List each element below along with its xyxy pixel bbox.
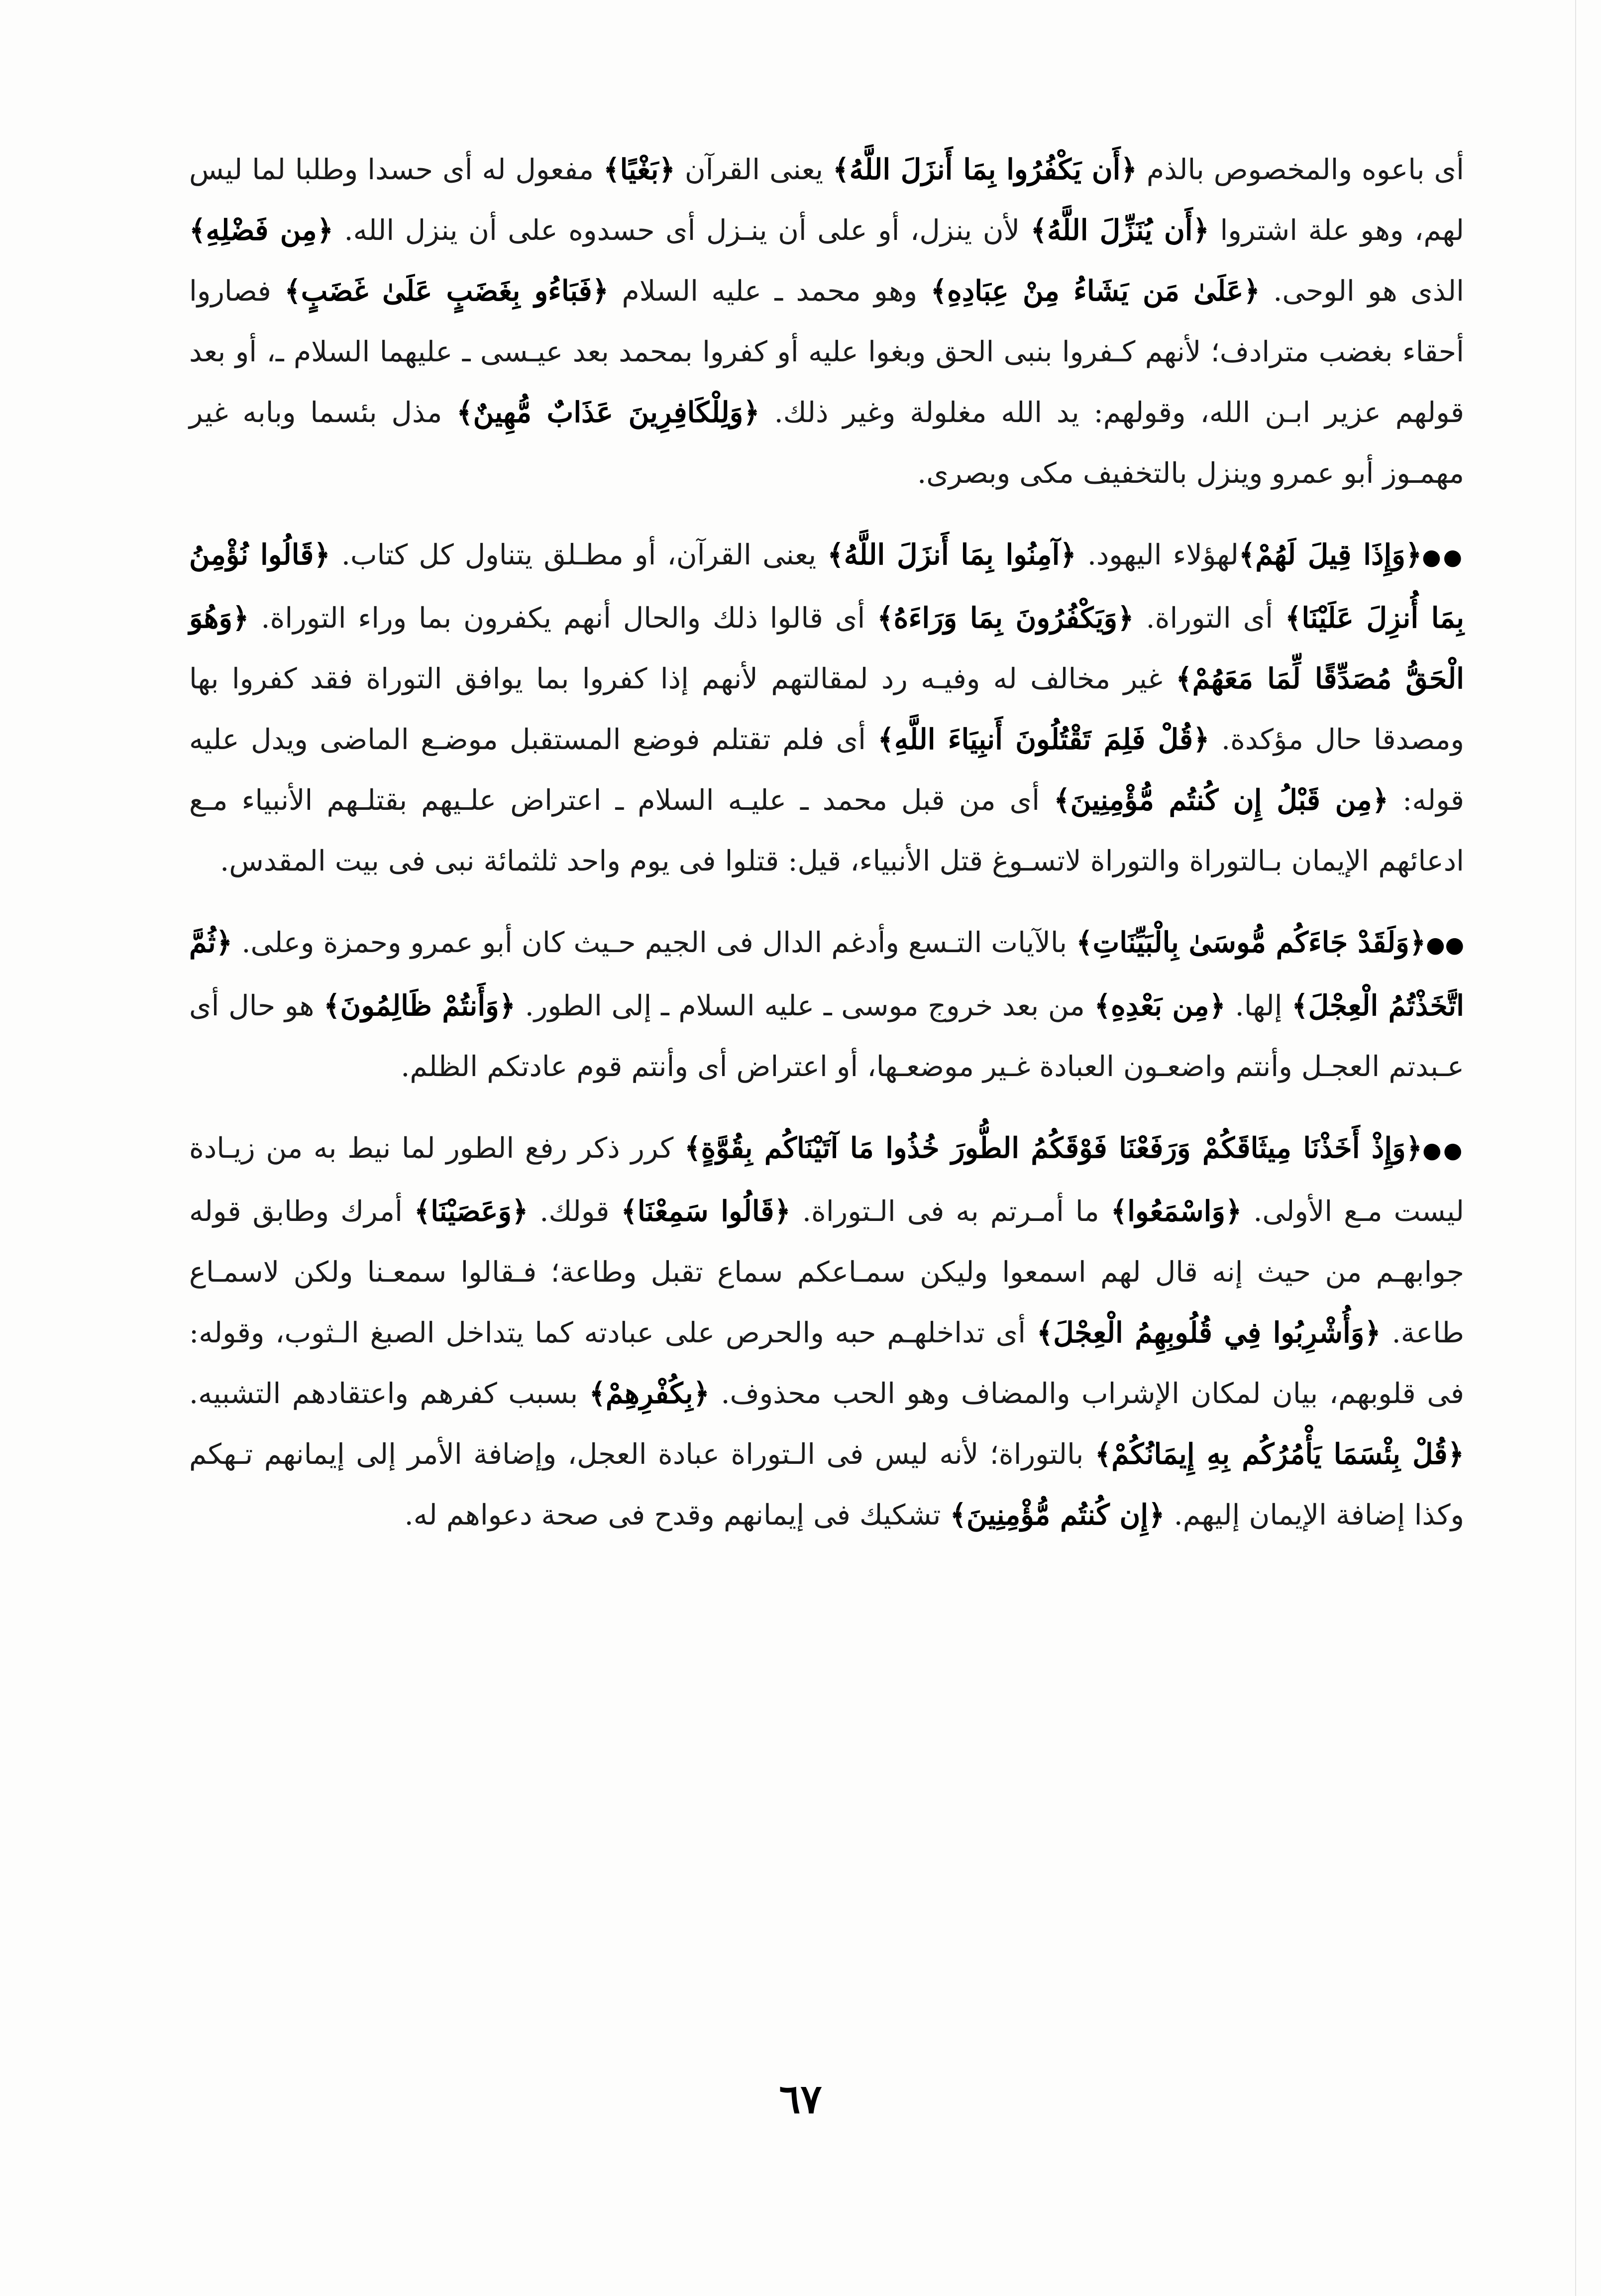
quran-quote: ﴿أَن يُنَزِّلَ اللَّهُ﴾ (1030, 214, 1210, 247)
commentary-text: يعنى القرآن (675, 153, 833, 186)
quran-quote: ﴿وَإِذَا قِيلَ لَهُمْ﴾ (1239, 538, 1422, 571)
quran-quote: ﴿إِن كُنتُم مُّؤْمِنِينَ﴾ (950, 1498, 1165, 1531)
scan-edge-line (1575, 0, 1576, 2296)
commentary-text: أى تداخلهـم حبه والحرص على عبادته كما يتداخل الصبغ الـثوب، وقوله: فى قلوبهم، بيان لمكان الإشراب والمضاف وهو الحب محذوف. (189, 1316, 1464, 1410)
quran-quote: ﴿وَأَنتُمْ ظَالِمُونَ﴾ (323, 989, 516, 1022)
commentary-text: قولك. (528, 1195, 621, 1228)
quran-quote: ﴿وَعَصَيْنَا﴾ (414, 1195, 529, 1228)
quran-quote: ﴿بِكُفْرِهِمْ﴾ (589, 1377, 710, 1410)
quran-quote: ﴿بَغْيًا﴾ (603, 153, 675, 186)
quran-quote: ﴿قُلْ فَلِمَ تَقْتُلُونَ أَنبِيَاءَ اللَّهِ﴾ (877, 723, 1210, 756)
commentary-text: هو حال أى عـبدتم العجـل وأنتم واضعـون العبادة غـير موضعـها، أو اعتراض أى وأنتم قوم عادتكم الظلم. (189, 989, 1464, 1083)
commentary-text: من بعد خروج موسى ـ عليه السلام ـ إلى الطور. (516, 989, 1094, 1022)
commentary-text: مفعول له أى حسدا وطلبا لما ليس لهم، وهو علة اشتروا (189, 153, 1464, 247)
commentary-text: لأن ينزل، أو على أن ينـزل أى حسدوه على أن ينزل الله. (333, 214, 1031, 247)
quran-quote: ﴿أَن يَكْفُرُوا بِمَا أَنزَلَ اللَّهُ﴾ (833, 153, 1137, 186)
commentary-text: لهؤلاء اليهود. (1076, 539, 1239, 571)
quran-quote: ﴿فَبَاءُو بِغَضَبٍ عَلَىٰ غَضَبٍ﴾ (284, 274, 609, 308)
paragraph-marker: ●● (1422, 545, 1464, 570)
quran-quote: ﴿وَأُشْرِبُوا فِي قُلُوبِهِمُ الْعِجْلَ﴾ (1036, 1316, 1381, 1349)
quran-quote: ﴿وَإِذْ أَخَذْنَا مِيثَاقَكُمْ وَرَفَعْنَا فَوْقَكُمُ الطُّورَ خُذُوا مَا آتَيْنَاكُم بِقُوَّةٍ﴾ (684, 1131, 1423, 1165)
quran-quote: ﴿قَالُوا سَمِعْنَا﴾ (621, 1195, 791, 1228)
paragraph-marker: ●● (1422, 1138, 1464, 1163)
commentary-text: إلها. (1225, 989, 1292, 1022)
commentary-text: غير مخالف له وفيـه رد لمقالتهم لأنهم إذا كفروا بما يوافق التوراة فقد كفروا بها ومصدقا حال مؤكدة. (189, 662, 1464, 756)
commentary-text: كرر ذكر رفع الطور لما نيط به من زيـادة ليست مـع الأولى. (189, 1132, 1464, 1228)
commentary-text: أى من قبل محمد ـ عليـه السلام ـ اعتراض علـيهم بقتلـهم الأنبياء مـع ادعائهم الإيمان بـالتوراة والتوراة لاتسـوغ قتل الأنبياء، قيل: قتلوا فى يوم واحد ثلثمائة نبى فى بيت المقدس. (189, 784, 1464, 877)
commentary-text: أمرك وطابق قوله جوابهـم من حيث إنه قال لهم اسمعوا وليكن سمـاعكم سماع تقبل وطاعة؛ فـقالوا سمعـنا ولكن لاسمـاع طاعة. (189, 1195, 1465, 1349)
paragraph (189, 912, 1464, 1097)
commentary-text: بسبب كفرهم واعتقادهم التشبيه. (189, 1377, 589, 1410)
commentary-text: أى فلم تقتلم فوضع المستقبل موضـع الماضى ويدل عليه قوله: (189, 723, 1464, 817)
commentary-text: يعنى القرآن، أو مطـلق يتناول كل كتاب. (330, 539, 828, 571)
commentary-text: ما أمـرتم به فى الـتوراة. (790, 1195, 1111, 1228)
quran-quote: ﴿قَالُوا نُؤْمِنُ بِمَا أُنزِلَ عَلَيْنَا﴾ (189, 538, 1464, 635)
commentary-text: الذى هو الوحى. (1260, 275, 1464, 308)
quran-quote: ﴿عَلَىٰ مَن يَشَاءُ مِنْ عِبَادِهِ﴾ (930, 274, 1260, 308)
commentary-text: أى قالوا ذلك والحال أنهم يكفرون بما وراء التوراة. (249, 602, 877, 635)
commentary-text: بالآيات التـسع وأدغم الدال فى الجيم حـيث كان أبو عمرو وحمزة وعلى. (232, 926, 1076, 959)
page-number: ٦٧ (779, 2076, 822, 2122)
quran-quote: ﴿مِن قَبْلُ إِن كُنتُم مُّؤْمِنِينَ﴾ (1054, 783, 1389, 817)
paragraph-marker: ●● (1426, 932, 1464, 958)
quran-quote: ﴿وَيَكْفُرُونَ بِمَا وَرَاءَهُ﴾ (877, 601, 1134, 635)
commentary-text: تشكيك فى إيمانهم وقدح فى صحة دعواهم له. (404, 1499, 950, 1531)
quran-quote: ﴿وَهُوَ الْحَقُّ مُصَدِّقًا لِّمَا مَعَهُمْ﴾ (189, 601, 1464, 695)
body-text (189, 139, 1464, 1566)
paragraph (189, 139, 1464, 504)
quran-quote: ﴿وَلِلْكَافِرِينَ عَذَابٌ مُّهِينٌ﴾ (456, 396, 760, 429)
commentary-text: أى باعوه والمخصوص بالذم (1137, 153, 1464, 186)
quran-quote: ﴿قُلْ بِئْسَمَا يَأْمُرُكُم بِهِ إِيمَانُكُمْ﴾ (1094, 1437, 1464, 1471)
paragraph (189, 1118, 1464, 1545)
commentary-text: بالتوراة؛ لأنه ليس فى الـتوراة عبادة العجل، وإضافة الأمر إلى إيمانهم تـهكم وكذا إضافة الإيمان إليهم. (189, 1438, 1464, 1531)
quran-quote: ﴿مِن بَعْدِهِ﴾ (1094, 989, 1226, 1022)
commentary-text: فصاروا أحقاء بغضب مترادف؛ لأنهم كـفروا بنبى الحق وبغوا عليه أو كفروا بمحمد بعد عيـسى ـ عليهما السلام ـ، أو بعد قولهم عزير ابـن الله، وقولهم: يد الله مغلولة وغير ذلك. (189, 275, 1464, 429)
commentary-text: مذل بئسما وبابه غير مهمـوز أبو عمرو وينزل بالتخفيف مكى وبصرى. (189, 396, 1464, 490)
paragraph (189, 525, 1464, 891)
quran-quote: ﴿ثُمَّ اتَّخَذْتُمُ الْعِجْلَ﴾ (189, 926, 1465, 1022)
quran-quote: ﴿آمِنُوا بِمَا أَنزَلَ اللَّهُ﴾ (827, 538, 1076, 571)
quran-quote: ﴿وَاسْمَعُوا﴾ (1110, 1195, 1242, 1228)
quran-quote: ﴿وَلَقَدْ جَاءَكُم مُّوسَىٰ بِالْبَيِّنَاتِ﴾ (1076, 926, 1426, 959)
quran-quote: ﴿مِن فَضْلِهِ﴾ (189, 214, 334, 247)
commentary-text: وهو محمد ـ عليه السلام (609, 275, 931, 308)
commentary-text: أى التوراة. (1134, 602, 1285, 635)
